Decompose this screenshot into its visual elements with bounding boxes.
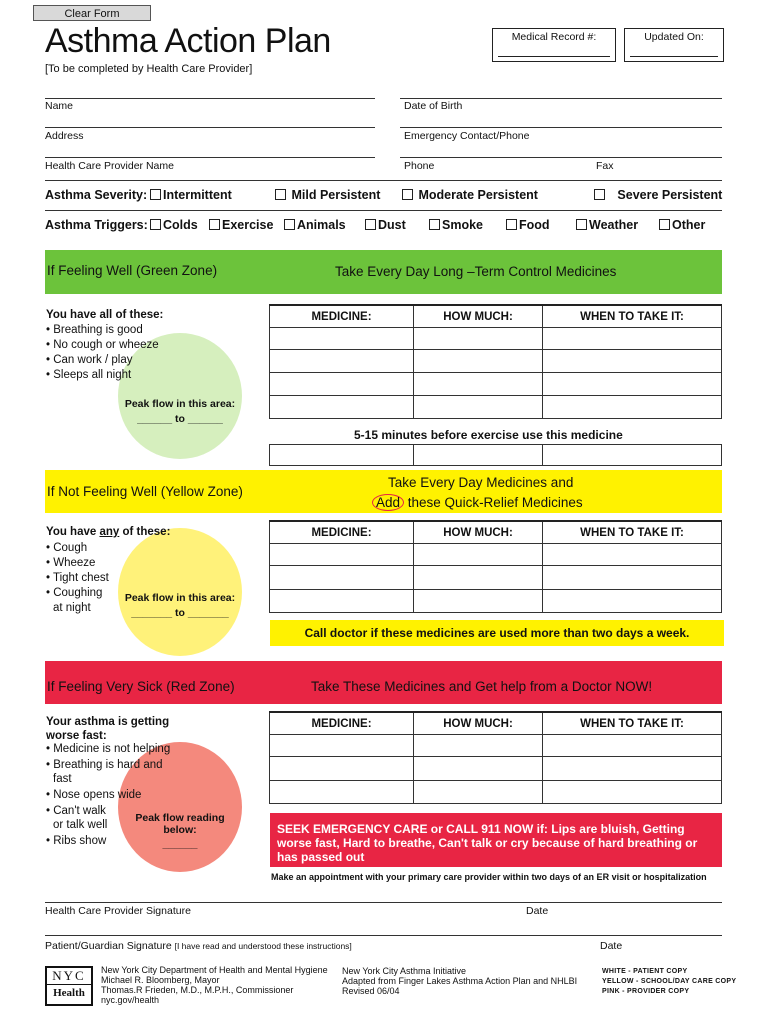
checkbox-icon[interactable] bbox=[506, 219, 517, 230]
list-item: at night bbox=[53, 602, 91, 614]
red-peak-flow-label: Peak flow reading below: bbox=[135, 812, 225, 836]
checkbox-icon[interactable] bbox=[429, 219, 440, 230]
table-row bbox=[270, 566, 722, 590]
dob-field[interactable] bbox=[400, 98, 722, 99]
signature-label-text: Patient/Guardian Signature bbox=[45, 940, 172, 952]
table-row bbox=[270, 735, 722, 757]
provider-name-label: Health Care Provider Name bbox=[45, 160, 174, 172]
green-medicine-table bbox=[269, 304, 722, 419]
page-subtitle: [To be completed by Health Care Provider] bbox=[45, 63, 253, 75]
medical-record-line bbox=[498, 56, 610, 57]
green-symptoms-list bbox=[46, 323, 159, 383]
medicine-cell[interactable] bbox=[270, 590, 414, 613]
how-much-header: HOW MUCH: bbox=[414, 521, 543, 544]
medicine-header: MEDICINE: bbox=[270, 712, 414, 735]
nyc-health-logo bbox=[45, 966, 93, 1006]
red-zone-instruction: Take These Medicines and Get help from a Doctor NOW! bbox=[311, 679, 653, 694]
how-much-cell[interactable] bbox=[414, 350, 543, 373]
trigger-colds[interactable] bbox=[150, 218, 198, 232]
instruction-text: these Quick-Relief Medicines bbox=[404, 495, 583, 510]
medicine-cell[interactable] bbox=[270, 566, 414, 590]
footer-line: PINK - PROVIDER COPY bbox=[602, 988, 690, 995]
option-label: Severe Persistent bbox=[617, 188, 723, 202]
yellow-peak-flow-circle bbox=[118, 528, 242, 656]
when-header: WHEN TO TAKE IT: bbox=[543, 712, 722, 735]
table-row bbox=[270, 373, 722, 396]
checkbox-icon[interactable] bbox=[284, 219, 295, 230]
list-item: fast bbox=[53, 773, 72, 785]
patient-signature-label bbox=[45, 940, 352, 952]
address-field[interactable] bbox=[45, 127, 375, 128]
when-cell[interactable] bbox=[543, 781, 722, 804]
option-label: Mild Persistent bbox=[291, 188, 381, 202]
severity-label: Asthma Severity: bbox=[45, 188, 148, 202]
emergency-box bbox=[270, 813, 722, 867]
dob-label: Date of Birth bbox=[404, 100, 463, 112]
yellow-zone-band bbox=[45, 470, 722, 513]
divider bbox=[45, 210, 722, 211]
name-field[interactable] bbox=[45, 98, 375, 99]
when-cell[interactable] bbox=[543, 735, 722, 757]
red-symptoms-heading bbox=[46, 715, 169, 743]
name-label: Name bbox=[45, 100, 74, 112]
when-cell[interactable] bbox=[543, 757, 722, 781]
option-label: Intermittent bbox=[163, 188, 232, 202]
fax-label: Fax bbox=[596, 160, 614, 172]
when-header: WHEN TO TAKE IT: bbox=[543, 305, 722, 328]
list-item: or talk well bbox=[53, 819, 108, 831]
how-much-cell[interactable] bbox=[414, 735, 543, 757]
medicine-cell[interactable] bbox=[270, 757, 414, 781]
option-label: Smoke bbox=[442, 218, 483, 232]
table-row bbox=[270, 590, 722, 613]
how-much-cell[interactable] bbox=[414, 544, 543, 566]
how-much-cell[interactable] bbox=[414, 566, 543, 590]
checkbox-icon[interactable] bbox=[150, 189, 161, 200]
severity-intermittent[interactable] bbox=[150, 188, 232, 202]
trigger-weather[interactable] bbox=[576, 218, 638, 232]
when-cell[interactable] bbox=[543, 328, 722, 350]
footer-line: Michael R. Bloomberg, Mayor bbox=[101, 975, 220, 985]
list-item: • No cough or wheeze bbox=[46, 339, 159, 351]
checkbox-icon[interactable] bbox=[275, 189, 286, 200]
medicine-header: MEDICINE: bbox=[270, 521, 414, 544]
footer-line: YELLOW - SCHOOL/DAY CARE COPY bbox=[602, 978, 737, 985]
yellow-symptoms-heading bbox=[46, 526, 170, 538]
when-cell[interactable] bbox=[543, 445, 722, 466]
list-item: • Wheeze bbox=[46, 557, 96, 569]
green-zone-band bbox=[45, 250, 722, 294]
exercise-note: 5-15 minutes before exercise use this medicine bbox=[354, 428, 623, 442]
trigger-other[interactable] bbox=[659, 218, 705, 232]
trigger-exercise[interactable] bbox=[209, 218, 273, 232]
footer-line: New York City Asthma Initiative bbox=[342, 966, 467, 976]
copy-distribution bbox=[602, 967, 736, 997]
heading-line: worse fast: bbox=[46, 730, 107, 742]
emergency-contact-field[interactable] bbox=[400, 127, 722, 128]
green-zone-title: If Feeling Well (Green Zone) bbox=[47, 263, 218, 278]
medicine-cell[interactable] bbox=[270, 328, 414, 350]
list-item: • Breathing is hard and bbox=[46, 759, 163, 771]
yellow-zone-instruction-2 bbox=[372, 494, 583, 511]
footer-line: WHITE - PATIENT COPY bbox=[602, 968, 688, 975]
trigger-animals[interactable] bbox=[284, 218, 346, 232]
red-medicine-table bbox=[269, 711, 722, 804]
medical-record-box[interactable] bbox=[492, 28, 616, 62]
footer-line: Thomas.R Frieden, M.D., M.P.H., Commissioner bbox=[101, 985, 294, 995]
when-cell[interactable] bbox=[543, 590, 722, 613]
medicine-cell[interactable] bbox=[270, 350, 414, 373]
red-symptoms-list bbox=[46, 742, 170, 848]
checkbox-icon[interactable] bbox=[659, 219, 670, 230]
logo-nyc: NYC bbox=[47, 968, 91, 985]
option-label: Dust bbox=[378, 218, 406, 232]
heading-any: any bbox=[99, 526, 120, 538]
how-much-cell[interactable] bbox=[414, 590, 543, 613]
triggers-label: Asthma Triggers: bbox=[45, 218, 148, 232]
green-zone-instruction: Take Every Day Long –Term Control Medicines bbox=[335, 264, 617, 279]
when-cell[interactable] bbox=[543, 373, 722, 396]
footer-line: Revised 06/04 bbox=[342, 986, 400, 996]
yellow-zone-instruction-1: Take Every Day Medicines and bbox=[388, 475, 574, 490]
green-peak-flow-label: Peak flow in this area: bbox=[124, 398, 236, 410]
list-item: • Medicine is not helping bbox=[46, 743, 171, 755]
how-much-header: HOW MUCH: bbox=[414, 305, 543, 328]
checkbox-icon[interactable] bbox=[150, 219, 161, 230]
list-item: • Can work / play bbox=[46, 354, 133, 366]
table-row bbox=[270, 781, 722, 804]
table-row bbox=[270, 544, 722, 566]
updated-on-line bbox=[630, 56, 718, 57]
provider-signature-label: Health Care Provider Signature bbox=[45, 905, 191, 917]
checkbox-icon[interactable] bbox=[365, 219, 376, 230]
logo-health: Health bbox=[53, 987, 85, 999]
table-row bbox=[270, 445, 722, 466]
phone-label: Phone bbox=[404, 160, 435, 172]
option-label: Moderate Persistent bbox=[418, 188, 538, 202]
list-item: • Nose opens wide bbox=[46, 789, 142, 801]
emergency-contact-label: Emergency Contact/Phone bbox=[404, 130, 530, 142]
when-cell[interactable] bbox=[543, 396, 722, 419]
list-item: • Tight chest bbox=[46, 572, 109, 584]
footer-line: New York City Department of Health and Mental Hygiene bbox=[101, 965, 328, 975]
checkbox-icon[interactable] bbox=[576, 219, 587, 230]
how-much-cell[interactable] bbox=[414, 445, 543, 466]
red-zone-title: If Feeling Very Sick (Red Zone) bbox=[47, 679, 235, 694]
patient-date-label: Date bbox=[600, 940, 623, 952]
trigger-food[interactable] bbox=[506, 218, 550, 232]
green-peak-flow-range[interactable]: ______ to ______ bbox=[137, 413, 223, 425]
how-much-cell[interactable] bbox=[414, 781, 543, 804]
list-item: • Ribs show bbox=[46, 835, 107, 847]
heading-text: You have bbox=[46, 526, 100, 538]
checkbox-icon[interactable] bbox=[209, 219, 220, 230]
table-row bbox=[270, 396, 722, 419]
appointment-note: Make an appointment with your primary care provider within two days of an ER visit or hospitalization bbox=[271, 872, 707, 882]
list-item: • Cough bbox=[46, 542, 88, 554]
emergency-text: SEEK EMERGENCY CARE or CALL 911 NOW if: Lips are bluish, Getting worse fast, Hard to breathe, Can't talk or cry because of hard breathing or has passed out bbox=[277, 822, 698, 864]
clear-form-button[interactable]: Clear Form bbox=[33, 5, 151, 21]
yellow-medicine-table bbox=[269, 520, 722, 613]
updated-on-label: Updated On: bbox=[644, 31, 704, 43]
medicine-cell[interactable] bbox=[270, 445, 414, 466]
add-emphasis: Add bbox=[372, 494, 404, 511]
department-info bbox=[101, 965, 328, 1005]
yellow-peak-flow-label: Peak flow in this area: bbox=[124, 592, 236, 604]
medicine-cell[interactable] bbox=[270, 373, 414, 396]
yellow-peak-flow-range[interactable]: _______ to _______ bbox=[131, 607, 229, 619]
initiative-info bbox=[342, 966, 577, 996]
table-row bbox=[270, 757, 722, 781]
signature-note: [I have read and understood these instructions] bbox=[174, 941, 352, 951]
patient-signature-line[interactable] bbox=[45, 935, 722, 936]
medical-record-label: Medical Record #: bbox=[511, 31, 597, 43]
trigger-dust[interactable] bbox=[365, 218, 406, 232]
list-item: • Sleeps all night bbox=[46, 369, 132, 381]
medicine-cell[interactable] bbox=[270, 396, 414, 419]
call-doctor-note: Call doctor if these medicines are used more than two days a week. bbox=[270, 620, 724, 646]
provider-name-field[interactable] bbox=[45, 157, 375, 158]
checkbox-icon[interactable] bbox=[594, 189, 605, 200]
option-label: Animals bbox=[297, 218, 346, 232]
severity-moderate-persistent[interactable] bbox=[402, 188, 538, 202]
when-cell[interactable] bbox=[543, 566, 722, 590]
how-much-cell[interactable] bbox=[414, 757, 543, 781]
option-label: Food bbox=[519, 218, 550, 232]
yellow-zone-title: If Not Feeling Well (Yellow Zone) bbox=[47, 484, 243, 499]
list-item: • Coughing bbox=[46, 587, 103, 599]
divider bbox=[45, 180, 722, 181]
provider-date-label: Date bbox=[526, 905, 549, 917]
option-label: Other bbox=[672, 218, 706, 232]
provider-signature-line[interactable] bbox=[45, 902, 722, 903]
exercise-medicine-table bbox=[269, 444, 722, 466]
severity-severe-persistent[interactable] bbox=[594, 188, 722, 202]
phone-field[interactable] bbox=[400, 157, 722, 158]
red-zone-band bbox=[45, 661, 722, 704]
footer-line: Adapted from Finger Lakes Asthma Action Plan and NHLBI bbox=[342, 976, 578, 986]
when-cell[interactable] bbox=[543, 350, 722, 373]
medicine-cell[interactable] bbox=[270, 781, 414, 804]
medicine-cell[interactable] bbox=[270, 544, 414, 566]
option-label: Colds bbox=[163, 218, 198, 232]
how-much-cell[interactable] bbox=[414, 373, 543, 396]
yellow-symptoms-list bbox=[46, 541, 109, 616]
heading-text: of these: bbox=[119, 526, 171, 538]
medicine-cell[interactable] bbox=[270, 735, 414, 757]
how-much-header: HOW MUCH: bbox=[414, 712, 543, 735]
green-symptoms-heading: You have all of these: bbox=[46, 309, 164, 321]
option-label: Weather bbox=[589, 218, 639, 232]
list-item: • Breathing is good bbox=[46, 324, 143, 336]
address-label: Address bbox=[45, 130, 84, 142]
page-title: Asthma Action Plan bbox=[45, 22, 331, 60]
red-peak-flow-blank[interactable]: ______ bbox=[162, 838, 198, 850]
how-much-cell[interactable] bbox=[414, 396, 543, 419]
trigger-smoke[interactable] bbox=[429, 218, 483, 232]
heading-line: Your asthma is getting bbox=[46, 716, 170, 728]
footer-line: nyc.gov/health bbox=[101, 995, 160, 1005]
medicine-header: MEDICINE: bbox=[270, 305, 414, 328]
list-item: • Can't walk bbox=[46, 805, 106, 817]
table-row bbox=[270, 328, 722, 350]
option-label: Exercise bbox=[222, 218, 274, 232]
checkbox-icon[interactable] bbox=[402, 189, 413, 200]
table-row bbox=[270, 350, 722, 373]
updated-on-box[interactable] bbox=[624, 28, 724, 62]
severity-mild-persistent[interactable] bbox=[275, 188, 380, 202]
when-header: WHEN TO TAKE IT: bbox=[543, 521, 722, 544]
when-cell[interactable] bbox=[543, 544, 722, 566]
how-much-cell[interactable] bbox=[414, 328, 543, 350]
